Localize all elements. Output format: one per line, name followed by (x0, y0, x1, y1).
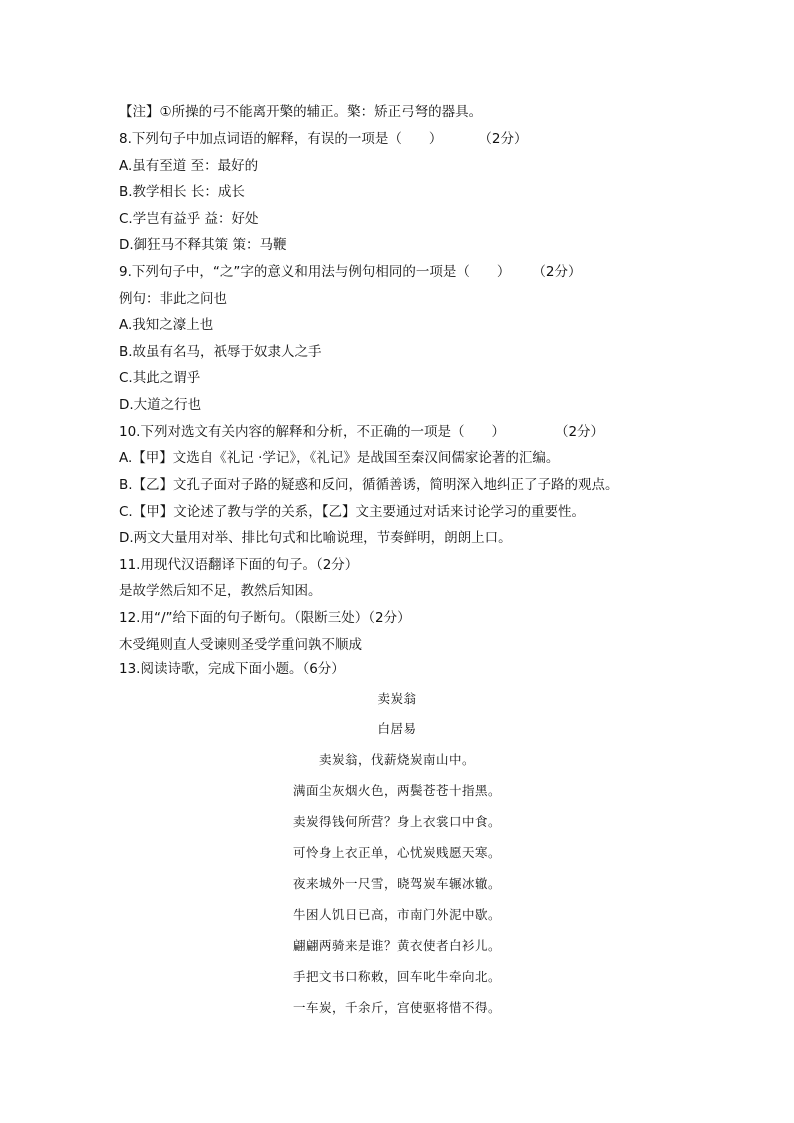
poem-line-6: 牛困人饥日已高，市南门外泥中歇。 (292, 907, 501, 922)
poem-line-8: 手把文书口称敕，回车叱牛牵向北。 (292, 969, 501, 984)
poem-line-4: 可怜身上衣正单，心忧炭贱愿天寒。 (292, 845, 501, 860)
question-10-option-c: C.【甲】文论述了教与学的关系，【乙】文主要通过对话来讨论学习的重要性。 (119, 504, 585, 520)
question-12-sentence: 木受绳则直人受谏则圣受学重问孰不顺成 (119, 637, 362, 653)
question-11-sentence: 是故学然后知不足，教然后知困。 (119, 583, 322, 599)
question-10-option-b: B.【乙】文孔子面对子路的疑惑和反问，循循善诱，简明深入地纠正了子路的观点。 (119, 477, 619, 493)
poem-author: 白居易 (377, 721, 417, 736)
question-9-score: （2分） (532, 264, 582, 280)
question-8-option-c: C.学岂有益乎 益：好处 (119, 211, 259, 227)
question-8-stem (119, 130, 527, 148)
question-9-example: 例句：非此之问也 (119, 291, 227, 307)
question-8-text: 8.下列句子中加点词语的解释，有误的一项是（ ） (119, 131, 443, 147)
poem-line-3: 卖炭得钱何所营？身上衣裳口中食。 (292, 814, 501, 829)
question-9-option-a: A.我知之濠上也 (119, 317, 214, 333)
question-10-score: （2分） (554, 424, 605, 440)
question-9-stem (119, 263, 581, 281)
question-8-score: （2分） (478, 131, 528, 147)
poem-line-5: 夜来城外一尺雪，晓驾炭车辗冰辙。 (292, 876, 501, 891)
question-10-option-a: A.【甲】文选自《礼记 ·学记》，《礼记》是战国至秦汉间儒家论著的汇编。 (119, 450, 560, 466)
poem-line-7: 翩翩两骑来是谁？黄衣使者白衫儿。 (292, 938, 501, 953)
poem-title: 卖炭翁 (377, 691, 417, 706)
question-8-option-d: D.御狂马不释其策 策：马鞭 (119, 237, 287, 253)
question-9-text: 9.下列句子中，“之”字的意义和用法与例句相同的一项是（ ） (119, 264, 511, 280)
question-8-option-a: A.虽有至道 至：最好的 (119, 158, 259, 174)
poem-line-9: 一车炭，千余斤，宫使驱将惜不得。 (292, 1000, 501, 1015)
question-10-stem (119, 423, 604, 441)
question-12-stem: 12.用“/”给下面的句子断句。（限断三处）（2分） (119, 610, 411, 626)
question-13-stem: 13.阅读诗歌，完成下面小题。（6分） (119, 661, 345, 677)
question-9-option-c: C.其此之谓乎 (119, 370, 201, 386)
question-10-option-d: D.两文大量用对举、排比句式和比喻说理，节奏鲜明，朗朗上口。 (119, 530, 512, 546)
question-9-option-d: D.大道之行也 (119, 397, 202, 413)
question-9-option-b: B.故虽有名马，祇辱于奴隶人之手 (119, 344, 322, 360)
question-8-option-b: B.教学相长 长：成长 (119, 184, 245, 200)
note-text: 【注】①所操的弓不能离开檠的辅正。檠：矫正弓弩的器具。 (119, 104, 483, 120)
poem-line-1: 卖炭翁，伐薪烧炭南山中。 (318, 752, 475, 767)
question-11-stem: 11.用现代汉语翻译下面的句子。（2分） (119, 557, 359, 573)
question-10-text: 10.下列对选文有关内容的解释和分析，不正确的一项是（ ） (119, 424, 505, 440)
poem-line-2: 满面尘灰烟火色，两鬓苍苍十指黑。 (292, 783, 501, 798)
